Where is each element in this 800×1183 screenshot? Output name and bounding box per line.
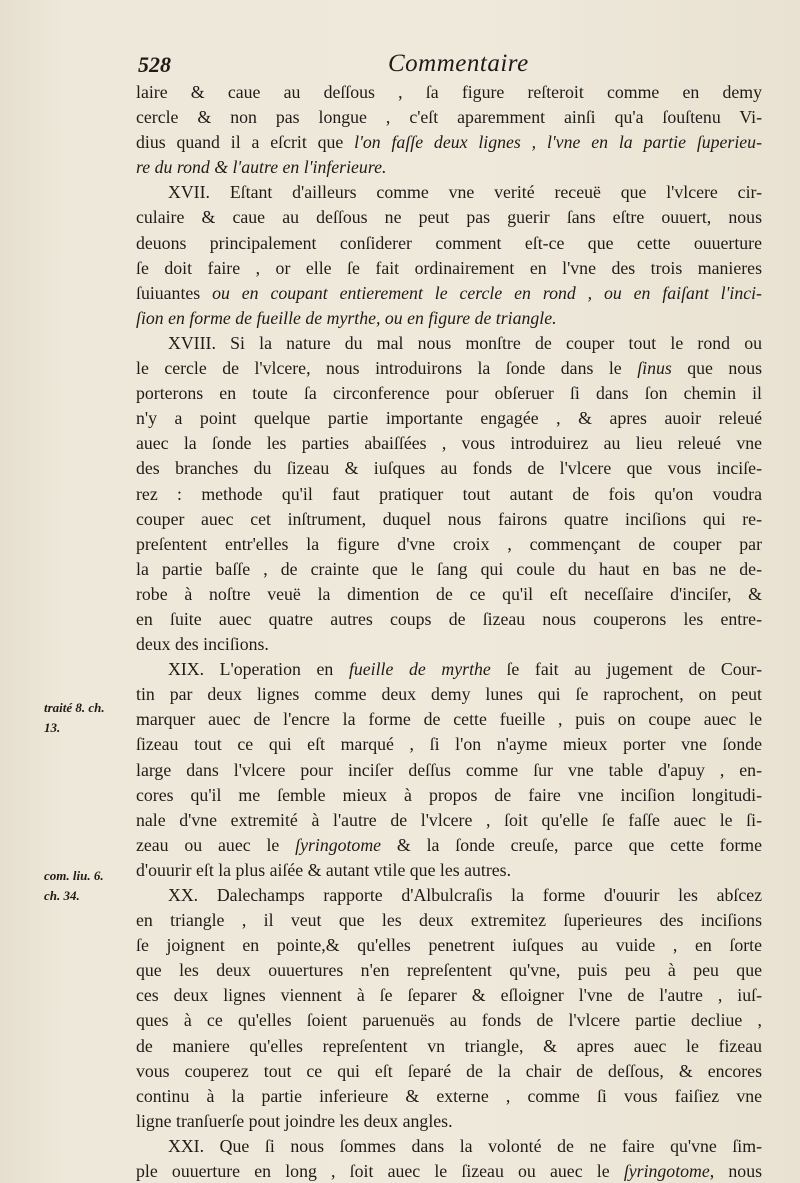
text-line [136, 1134, 762, 1159]
text-segment: porterons en toute ſa circonference pour obſeruer ſi dans ſon chemin il [136, 383, 762, 404]
text-line [136, 958, 762, 983]
text-line [136, 331, 762, 356]
text-segment: deux des inciſions. [136, 634, 269, 655]
text-line [136, 808, 762, 833]
text-segment: cercle & non pas longue , c'eſt aparemment ainſi qu'a ſouſtenu Vi- [136, 107, 762, 128]
text-line [136, 431, 762, 456]
text-segment: tin par deux lignes comme deux demy lunes qui ſe raprochent, on peut [136, 684, 762, 705]
text-line [136, 1008, 762, 1033]
text-segment: ces deux lignes viennent à ſe ſeparer & eſloigner l'vne de l'autre , iuſ- [136, 985, 762, 1006]
text-segment: culaire & caue au deſſous ne peut pas guerir ſans eſtre ouuert, nous [136, 207, 762, 228]
text-segment: vous couperez tout ce qui eſt ſeparé de la chair de deſſous, & encores [136, 1060, 762, 1081]
text-line [136, 406, 762, 431]
text-segment: que les deux ouuertures n'en repreſentent qu'vne, puis peu à peu que [136, 960, 762, 981]
text-line [136, 130, 762, 155]
text-segment: d'ouurir eſt la plus aiſée & autant vtile que les autres. [136, 859, 512, 880]
text-segment: laire & caue au deſſous , ſa figure reſteroit comme en demy [136, 82, 762, 102]
italic-text: re du rond & l'autre en l'inferieure. [136, 157, 387, 178]
body-text [136, 80, 762, 1183]
text-segment: le cercle de l'vlcere, nous introduirons la ſonde dans le [136, 358, 638, 379]
text-line [136, 1034, 762, 1059]
text-segment: de maniere qu'elles repreſentent vn triangle, & apres auec le fizeau [136, 1035, 762, 1056]
text-line [136, 883, 762, 908]
text-line [136, 456, 762, 481]
text-segment: robe à noſtre veuë la dimention de ce qu'il eſt neceſſaire d'inciſer, & [136, 583, 762, 604]
text-line [136, 105, 762, 130]
text-line [136, 908, 762, 933]
text-segment: preſentent entr'elles la figure d'vne croix , commençant de couper par [136, 533, 762, 554]
text-segment: ligne tranſuerſe pout joindre les deux angles. [136, 1110, 453, 1131]
margin-note-line: traité 8. ch. [44, 700, 105, 715]
text-line [136, 582, 762, 607]
italic-text: ſion en forme de fueille de myrthe, ou en figure de triangle. [136, 307, 557, 328]
page-number: 528 [138, 52, 171, 77]
text-segment: rez : methode qu'il faut pratiquer tout autant de fois qu'on voudra [136, 483, 762, 504]
text-line [136, 707, 762, 732]
text-line [136, 356, 762, 381]
text-segment: continu à la partie inferieure & externe , comme ſi vous faiſiez vne [136, 1085, 762, 1106]
text-line [136, 532, 762, 557]
text-segment: couper auec cet inſtrument, duquel nous fairons quatre inciſions qui re- [136, 508, 762, 529]
text-line [136, 306, 762, 331]
text-segment: ques à ce qu'elles ſoient paruenuës au fonds de l'vlcere partie decliue , [136, 1010, 762, 1031]
text-line [136, 1159, 762, 1183]
italic-text: ſyringotome [295, 834, 382, 855]
text-line [136, 783, 762, 808]
text-segment: dius quand il a eſcrit que [136, 132, 355, 153]
text-line [136, 381, 762, 406]
text-segment: ſe fait au jugement de Cour- [490, 659, 762, 680]
text-segment: deuons principalement conſiderer comment eſt-ce que cette ouuerture [136, 232, 762, 253]
text-line [136, 983, 762, 1008]
text-line [136, 1084, 762, 1109]
text-segment: zeau ou auec le [136, 834, 296, 855]
italic-text: ſyringotome [623, 1161, 710, 1182]
text-segment: & la ſonde creuſe, parce que cette forme [381, 834, 762, 855]
margin-note-line: ch. 34. [44, 888, 80, 903]
text-line [136, 833, 762, 858]
text-segment: XVII. Eſtant d'ailleurs comme vne verité receuë que l'vlcere cir- [168, 182, 762, 203]
text-segment: nale d'vne extremité à l'autre de l'vlcere , ſoit qu'elle ſe faſſe auec le ſi- [136, 809, 762, 830]
text-segment: large dans l'vlcere pour inciſer deſſus comme ſur vne table d'apuy , en- [136, 759, 762, 780]
text-line [136, 80, 762, 105]
text-line [136, 758, 762, 783]
text-segment: XXI. Que ſi nous ſommes dans la volonté de ne faire qu'vne ſim- [168, 1135, 762, 1156]
text-segment: XVIII. Si la nature du mal nous monſtre de couper tout le rond ou [168, 332, 762, 353]
text-segment: en triangle , il veut que les deux extremitez ſuperieures des inciſions [136, 910, 762, 931]
margin-note-traite [44, 698, 132, 738]
text-line [136, 507, 762, 532]
text-line [136, 858, 762, 883]
text-line [136, 732, 762, 757]
italic-text: l'on faſſe deux lignes , l'vne en la partie ſuperieu- [354, 132, 762, 153]
text-segment: XX. Dalechamps rapporte d'Albulcraſis la forme d'ouurir les abſcez [168, 885, 762, 905]
running-title: Commentaire [388, 50, 529, 77]
text-segment: ple ouuerture en long , ſoit auec le ſizeau ou auec le [136, 1161, 624, 1182]
margin-note-line: 13. [44, 720, 61, 735]
text-line [136, 256, 762, 281]
text-line [136, 180, 762, 205]
text-line [136, 657, 762, 682]
text-segment: ſe joignent en pointe,& qu'elles penetrent iuſques au vuide , en ſorte [136, 935, 762, 956]
text-line [136, 482, 762, 507]
text-segment: la partie baſſe , de crainte que le ſang qui coule du haut en bas ne de- [136, 558, 762, 579]
margin-note-line: com. liu. 6. [44, 868, 104, 883]
text-segment: en ſuite auec quatre autres coups de ſizeau nous couperons les entre- [136, 608, 762, 629]
text-line [136, 205, 762, 230]
text-line [136, 682, 762, 707]
text-segment: , nous [709, 1161, 762, 1182]
text-segment: que nous [671, 358, 762, 379]
text-segment: des branches du ſizeau & iuſques au fonds de l'vlcere que vous inciſe- [136, 458, 762, 479]
text-segment: n'y a point quelque partie importante engagée , & apres auoir releué [136, 408, 762, 429]
text-segment: XIX. L'operation en [168, 659, 349, 680]
text-line [136, 281, 762, 306]
text-line [136, 155, 762, 180]
text-segment: auec la ſonde les parties abaiſſées , vous introduirez au lieu releué vne [136, 433, 762, 454]
text-line [136, 1059, 762, 1084]
text-line [136, 632, 762, 657]
text-segment: ſuiuantes [136, 282, 213, 303]
text-segment: cores qu'il me ſemble mieux à propos de faire vne inciſion longitudi- [136, 784, 762, 805]
text-line [136, 607, 762, 632]
text-line [136, 1109, 762, 1134]
text-segment: ſizeau tout ce qui eſt marqué , ſi l'on n'ayme mieux porter vne ſonde [136, 734, 762, 755]
text-segment: ſe doit faire , or elle ſe fait ordinairement en l'vne des trois manieres [136, 257, 762, 278]
italic-text: fueille de myrthe [348, 659, 491, 680]
italic-text: ou en coupant entierement le cercle en rond , ou en faiſant l'inci- [212, 282, 762, 303]
text-line [136, 231, 762, 256]
italic-text: ſinus [637, 358, 672, 379]
margin-note-com [44, 866, 132, 906]
text-line [136, 933, 762, 958]
text-segment: marquer auec de l'encre la forme de cette fueille , puis on coupe auec le [136, 709, 762, 730]
text-line [136, 557, 762, 582]
